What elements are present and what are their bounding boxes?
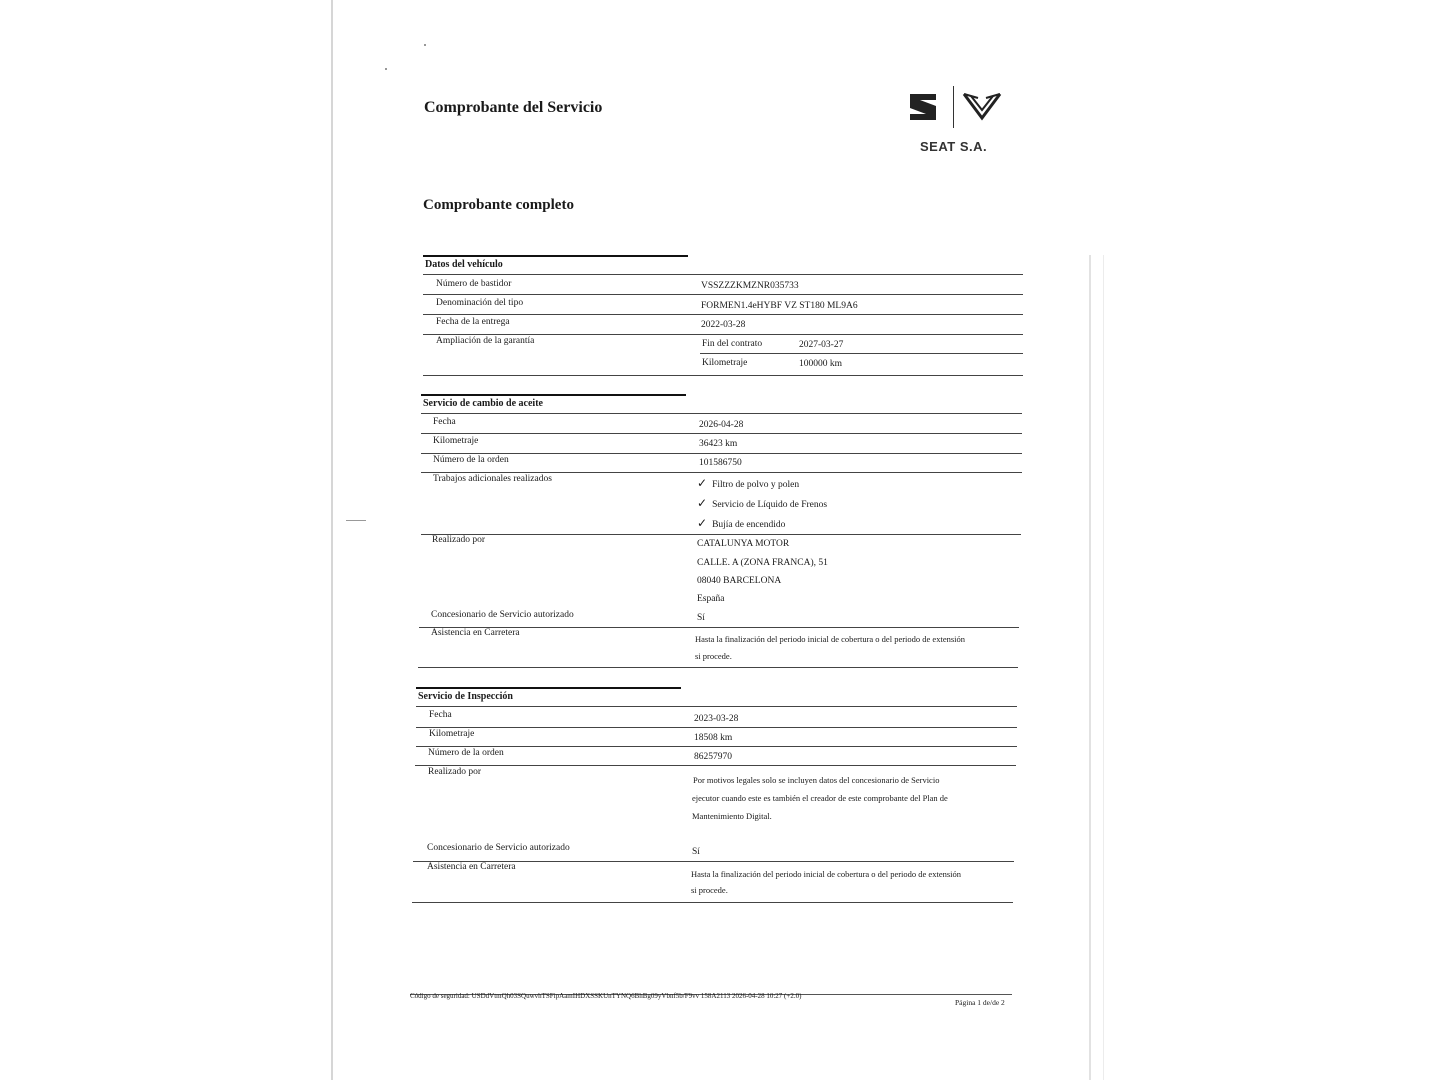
oil-assistance-text: si procede. bbox=[695, 651, 732, 661]
brand-name: SEAT S.A. bbox=[920, 139, 988, 154]
additional-work-text: Servicio de Líquido de Frenos bbox=[712, 500, 828, 510]
row-divider bbox=[423, 274, 1023, 275]
inspection-performed-by-label: Realizado por bbox=[428, 767, 482, 777]
additional-work-text: Filtro de polvo y polen bbox=[712, 480, 800, 490]
contract-end-value: 2027-03-27 bbox=[799, 340, 844, 350]
scan-edge-right bbox=[1089, 255, 1091, 1080]
document-subtitle: Comprobante completo bbox=[423, 197, 574, 213]
dealer-name: CATALUNYA MOTOR bbox=[697, 539, 790, 549]
oil-date-label: Fecha bbox=[433, 417, 456, 427]
dealer-city: 08040 BARCELONA bbox=[697, 576, 782, 586]
inspection-performed-by-text: ejecutor cuando este es también el creador de este comprobante del Plan de bbox=[692, 793, 948, 803]
security-code: Código de seguridad: USDdVtmQh03SQuwvhTSFipAamIHDXSSKUnTYNQ6BhBg09yVbnf5b/F9vv 158A2113 2026-04-28 10:27 (+2.0) bbox=[410, 992, 802, 1000]
oil-authorized-label: Concesionario de Servicio autorizado bbox=[431, 610, 574, 620]
logo-divider bbox=[953, 86, 954, 128]
inspection-authorized-label: Concesionario de Servicio autorizado bbox=[427, 843, 570, 853]
type-value: FORMEN1.4eHYBF VZ ST180 ML9A6 bbox=[701, 301, 858, 311]
oil-performed-by-label: Realizado por bbox=[432, 535, 486, 545]
row-divider bbox=[423, 375, 1023, 376]
inspection-date-value: 2023-03-28 bbox=[694, 714, 739, 724]
inspection-authorized-value: Sí bbox=[692, 847, 700, 857]
section-rule bbox=[421, 394, 686, 396]
scan-mark bbox=[346, 520, 366, 521]
row-divider bbox=[421, 453, 1022, 454]
check-icon: ✓ bbox=[697, 496, 708, 510]
seat-logo-icon bbox=[908, 92, 940, 122]
inspection-section-heading: Servicio de Inspección bbox=[418, 691, 513, 702]
oil-assistance-text: Hasta la finalización del periodo inicial de cobertura o del periodo de extensión bbox=[695, 634, 966, 644]
additional-work-item bbox=[697, 516, 785, 530]
row-divider bbox=[412, 902, 1013, 903]
scan-speck bbox=[385, 68, 387, 70]
row-divider bbox=[700, 353, 1023, 354]
vehicle-section-heading: Datos del vehículo bbox=[425, 259, 503, 270]
inspection-order-label: Número de la orden bbox=[428, 748, 504, 758]
row-divider bbox=[423, 294, 1023, 295]
row-divider bbox=[421, 413, 1022, 414]
row-divider bbox=[421, 534, 1021, 535]
vin-value: VSSZZZKMZNR035733 bbox=[701, 281, 799, 291]
scan-edge-right-inner bbox=[1103, 255, 1104, 1080]
type-label: Denominación del tipo bbox=[436, 298, 524, 308]
row-divider bbox=[416, 727, 1017, 728]
additional-work-text: Bujía de encendido bbox=[712, 520, 786, 530]
oil-section-heading: Servicio de cambio de aceite bbox=[423, 398, 543, 409]
page-number: Página 1 de/de 2 bbox=[955, 998, 1005, 1007]
inspection-order-value: 86257970 bbox=[694, 752, 732, 762]
inspection-performed-by-text: Por motivos legales solo se incluyen datos del concesionario de Servicio bbox=[693, 775, 940, 785]
warranty-km-value: 100000 km bbox=[799, 359, 843, 369]
cupra-logo-icon bbox=[962, 90, 1002, 122]
delivery-date-label: Fecha de la entrega bbox=[436, 317, 510, 327]
vin-label: Número de bastidor bbox=[436, 279, 512, 289]
inspection-assistance-text: Hasta la finalización del periodo inicial de cobertura o del periodo de extensión bbox=[691, 869, 962, 879]
inspection-date-label: Fecha bbox=[429, 710, 452, 720]
oil-authorized-value: Sí bbox=[697, 613, 705, 623]
section-rule bbox=[416, 687, 681, 689]
row-divider bbox=[416, 706, 1017, 707]
warranty-label: Ampliación de la garantía bbox=[436, 336, 535, 346]
seat-cupra-logo bbox=[906, 84, 1006, 159]
oil-date-value: 2026-04-28 bbox=[699, 420, 744, 430]
row-divider bbox=[415, 765, 1016, 766]
inspection-assistance-label: Asistencia en Carretera bbox=[427, 862, 516, 872]
dealer-country: España bbox=[697, 594, 725, 604]
inspection-km-label: Kilometraje bbox=[429, 729, 475, 739]
row-divider bbox=[416, 746, 1017, 747]
document-title: Comprobante del Servicio bbox=[424, 99, 603, 116]
delivery-date-value: 2022-03-28 bbox=[701, 320, 746, 330]
additional-work-label: Trabajos adicionales realizados bbox=[433, 474, 552, 484]
oil-km-value: 36423 km bbox=[699, 439, 738, 449]
dealer-street: CALLE. A (ZONA FRANCA), 51 bbox=[697, 558, 828, 568]
additional-work-item bbox=[697, 476, 799, 490]
check-icon: ✓ bbox=[697, 516, 708, 530]
oil-km-label: Kilometraje bbox=[433, 436, 479, 446]
oil-order-label: Número de la orden bbox=[433, 455, 509, 465]
inspection-assistance-text: si procede. bbox=[691, 885, 728, 895]
oil-assistance-label: Asistencia en Carretera bbox=[431, 628, 520, 638]
inspection-km-value: 18508 km bbox=[694, 733, 733, 743]
section-rule bbox=[423, 255, 688, 257]
additional-work-item bbox=[697, 496, 827, 510]
oil-order-value: 101586750 bbox=[699, 458, 742, 468]
scan-edge-left bbox=[331, 0, 333, 1080]
check-icon: ✓ bbox=[697, 476, 708, 490]
contract-end-label: Fin del contrato bbox=[702, 339, 763, 349]
row-divider bbox=[421, 472, 1022, 473]
scan-speck bbox=[424, 44, 426, 46]
row-divider bbox=[418, 667, 1018, 668]
row-divider bbox=[423, 314, 1023, 315]
inspection-performed-by-text: Mantenimiento Digital. bbox=[692, 811, 772, 821]
row-divider bbox=[423, 334, 1023, 335]
warranty-km-label: Kilometraje bbox=[702, 358, 748, 368]
row-divider bbox=[421, 433, 1022, 434]
